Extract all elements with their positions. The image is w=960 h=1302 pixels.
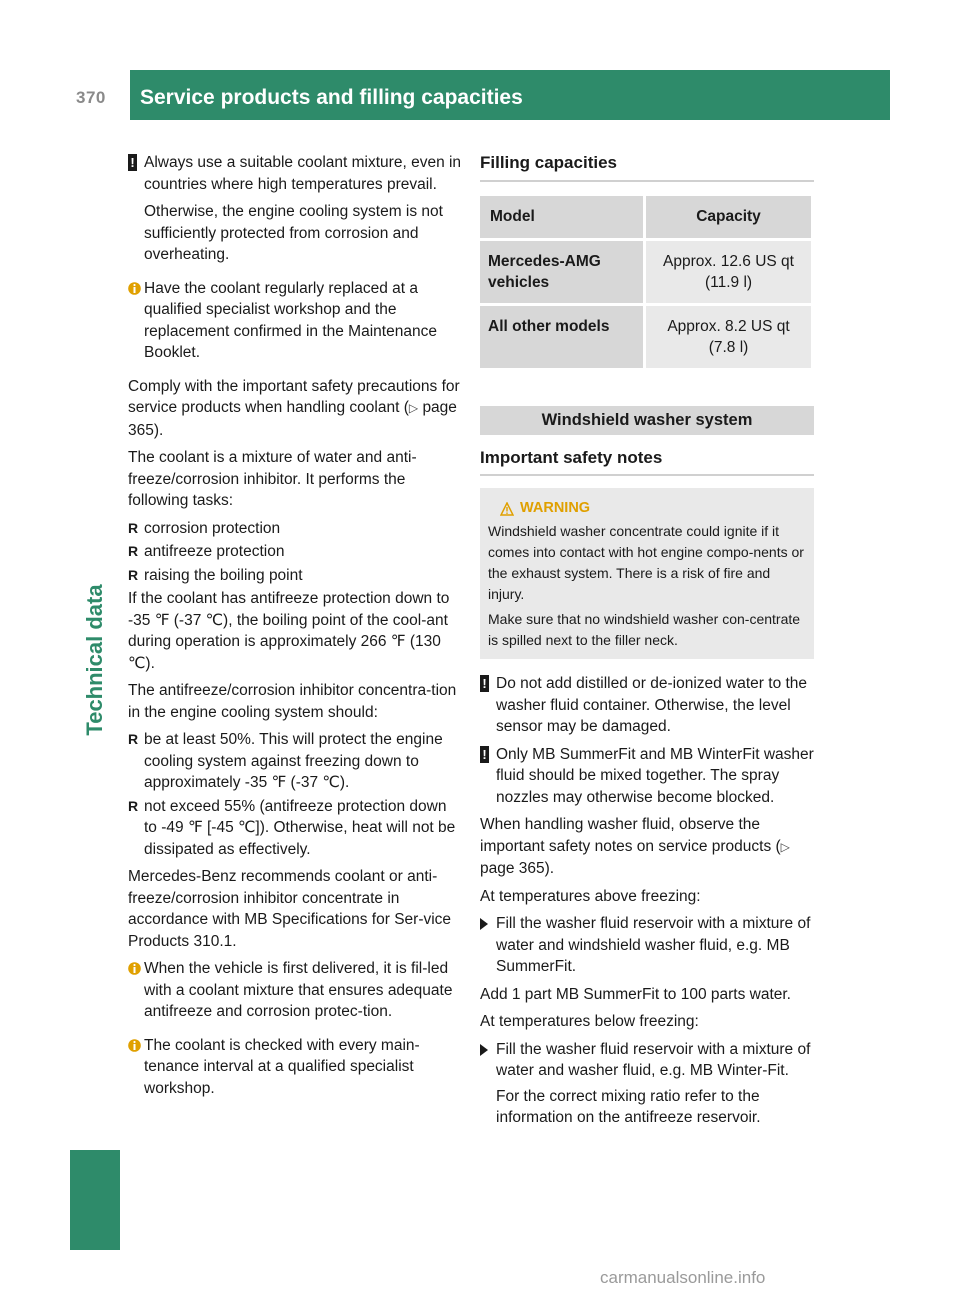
info-text: When the vehicle is first delivered, it is fil-led with a coolant mixture that ensures adequate antifreeze and corrosion protec-tion. <box>144 960 453 1020</box>
exclamation-icon: ! <box>480 746 489 763</box>
page-ref-icon: ▷ <box>408 401 419 415</box>
model-cell: Mercedes-AMG vehicles <box>480 238 646 303</box>
info-block <box>128 1035 462 1106</box>
warning-text: Windshield washer concentrate could ignite if it comes into contact with hot engine compo-nents or the exhaust system. There is a risk of fire and injury. <box>488 523 804 602</box>
exclamation-icon: ! <box>480 675 489 692</box>
step-arrow-icon <box>480 1044 488 1056</box>
table-row <box>480 238 811 303</box>
section-heading-safety: Important safety notes <box>480 447 814 477</box>
page-number: 370 <box>76 88 106 107</box>
right-column <box>480 152 814 1135</box>
step-arrow-icon <box>480 918 488 930</box>
info-icon <box>128 961 141 976</box>
note-text: Always use a suitable coolant mixture, even in countries where high temperatures prevail. <box>144 154 462 193</box>
left-column <box>128 152 462 1111</box>
section-heading-filling: Filling capacities <box>480 152 814 182</box>
table-header-row <box>480 196 811 238</box>
paragraph: When handling washer fluid, observe the important safety notes on service products (▷ page 365). <box>480 816 790 877</box>
model-cell: All other models <box>480 303 646 368</box>
paragraph: If the coolant has antifreeze protection down to -35 ℉ (-37 ℃), the boiling point of the cool-ant during operation is approximately 266 ℉ (130 ℃). <box>128 590 450 672</box>
paragraph: The coolant is a mixture of water and anti-freeze/corrosion inhibitor. It performs the following tasks: <box>128 449 417 509</box>
list-item: R raising the boiling point <box>128 566 303 584</box>
capacity-cell: Approx. 12.6 US qt (11.9 l) <box>646 238 811 303</box>
list-item: R antifreeze protection <box>128 543 285 560</box>
capacity-table <box>480 196 811 368</box>
warning-text: Make sure that no windshield washer con-centrate is spilled next to the filler neck. <box>488 611 801 648</box>
page-reference[interactable]: page 365). <box>480 860 555 877</box>
page-title: Service products and filling capacities <box>140 86 523 109</box>
step-note: For the correct mixing ratio refer to the information on the antifreeze reservoir. <box>496 1087 761 1126</box>
column-header-capacity: Capacity <box>646 196 811 238</box>
side-tab-marker <box>70 1150 120 1250</box>
paragraph: The antifreeze/corrosion inhibitor concentra-tion in the engine cooling system should: <box>128 682 457 721</box>
note-block: ! Only MB SummerFit and MB WinterFit washer fluid should be mixed together. The spray nozzles may otherwise become blocked. <box>480 744 814 809</box>
info-icon <box>128 1038 141 1053</box>
paragraph: Comply with the important safety precautions for service products when handling coolant (▷ page 365). <box>128 377 460 439</box>
header-separator <box>126 70 130 120</box>
paragraph: At temperatures above freezing: <box>480 887 701 905</box>
paragraph: Mercedes-Benz recommends coolant or anti-freeze/corrosion inhibitor concentrate in accordance with MB Specifications for Ser-vice Products 310.1. <box>128 868 452 950</box>
step-item: Fill the washer fluid reservoir with a mixture of water and washer fluid, e.g. MB Winter-Fit. <box>480 1039 814 1082</box>
capacity-cell: Approx. 8.2 US qt (7.8 l) <box>646 303 811 368</box>
info-icon <box>128 281 141 296</box>
paragraph: Add 1 part MB SummerFit to 100 parts water. <box>480 985 791 1003</box>
note-text: Otherwise, the engine cooling system is not sufficiently protected from corrosion and overheating. <box>144 203 443 263</box>
list-item: R corrosion protection <box>128 519 281 537</box>
section-bar-windshield-washer: Windshield washer system <box>480 406 814 435</box>
page-ref-icon: ▷ <box>780 839 790 854</box>
exclamation-icon: ! <box>128 154 137 171</box>
note-block: ! Do not add distilled or de-ionized water to the washer fluid container. Otherwise, the level sensor may be damaged. <box>480 673 814 738</box>
page-reference[interactable]: page 365). <box>128 399 457 439</box>
footer-watermark: carmanualsonline.info <box>600 1268 766 1287</box>
table-row <box>480 303 811 368</box>
note-block <box>128 152 462 272</box>
warning-triangle-icon <box>500 502 514 516</box>
paragraph: At temperatures below freezing: <box>480 1013 699 1030</box>
column-header-model: Model <box>480 196 646 238</box>
info-text: The coolant is checked with every main-tenance interval at a qualified specialist workshop. <box>144 1036 420 1097</box>
info-block <box>128 278 462 370</box>
warning-box <box>480 488 814 659</box>
info-text: Have the coolant regularly replaced at a qualified specialist workshop and the replacement confirmed in the Maintenance Booklet. <box>144 279 437 361</box>
side-section-label: Technical data <box>82 584 107 736</box>
warning-header: WARNING <box>488 498 806 519</box>
list-item: R be at least 50%. This will protect the engine cooling system against freezing down to approximately -35 ℉ (-37 ℃). <box>128 731 443 791</box>
step-item: Fill the washer fluid reservoir with a mixture of water and windshield washer fluid, e.g. MB SummerFit. <box>480 913 814 978</box>
list-item: R not exceed 55% (antifreeze protection down to -49 ℉ [-45 ℃]). Otherwise, heat will not be dissipated as effectively. <box>128 797 456 858</box>
info-block <box>128 958 462 1029</box>
